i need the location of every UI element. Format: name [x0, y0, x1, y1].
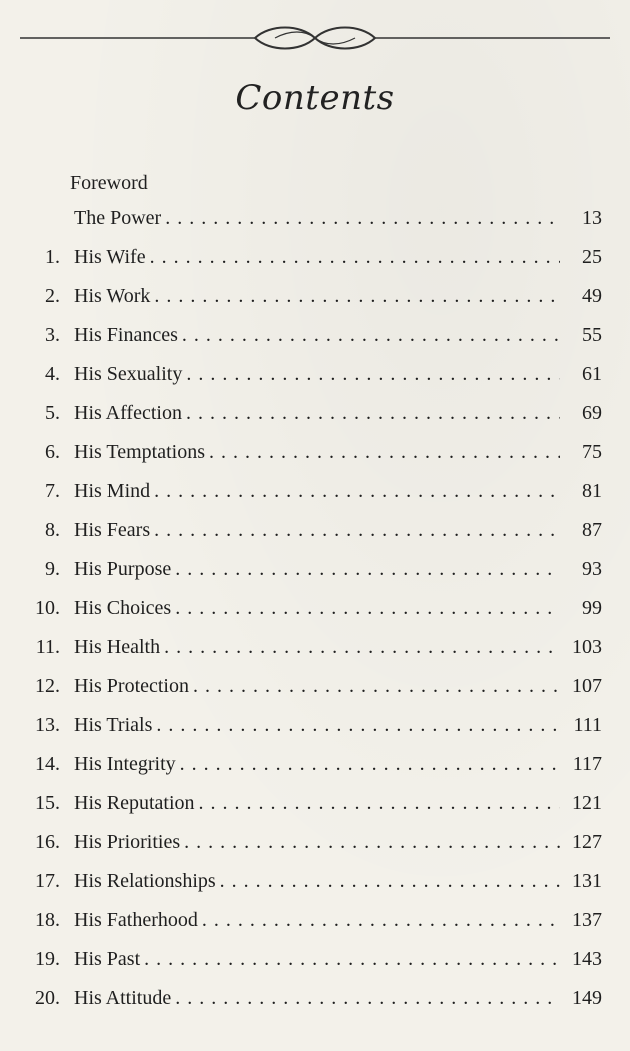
- dot-leader: [202, 901, 560, 940]
- dot-leader: [150, 238, 560, 277]
- entry-number: 11.: [35, 636, 60, 658]
- entry-page-number: 75: [582, 441, 602, 463]
- entry-number: 6.: [45, 441, 60, 463]
- entry-page-number: 137: [572, 909, 602, 931]
- toc-entry[interactable]: [0, 979, 630, 1018]
- toc-entry[interactable]: [0, 862, 630, 901]
- entry-page-number: 111: [573, 714, 602, 736]
- toc-entry[interactable]: [0, 940, 630, 979]
- dot-leader: [180, 745, 560, 784]
- entry-page-number: 107: [572, 675, 602, 697]
- toc-entry[interactable]: [0, 355, 630, 394]
- toc-entry[interactable]: [0, 316, 630, 355]
- entry-number: 1.: [45, 246, 60, 268]
- entry-page-number: 131: [572, 870, 602, 892]
- toc-entry[interactable]: [0, 823, 630, 862]
- dot-leader: [165, 199, 560, 238]
- dot-leader: [154, 511, 560, 550]
- entry-title: His Trials: [74, 714, 153, 736]
- toc-entry[interactable]: [0, 784, 630, 823]
- entry-page-number: 121: [572, 792, 602, 814]
- dot-leader: [182, 316, 560, 355]
- entry-number: 9.: [45, 558, 60, 580]
- entry-page-number: 49: [582, 285, 602, 307]
- entry-number: 4.: [45, 363, 60, 385]
- entry-title: His Wife: [74, 246, 146, 268]
- dot-leader: [199, 784, 560, 823]
- entry-page-number: 81: [582, 480, 602, 502]
- entry-title: His Purpose: [74, 558, 172, 580]
- entry-page-number: 25: [582, 246, 602, 268]
- entry-page-number: 117: [572, 753, 602, 775]
- entry-title: His Fears: [74, 519, 151, 541]
- toc-entry[interactable]: [0, 901, 630, 940]
- entry-title: His Past: [74, 948, 141, 970]
- entry-title: His Priorities: [74, 831, 181, 853]
- entry-title: His Mind: [74, 480, 151, 502]
- toc-entry[interactable]: [0, 511, 630, 550]
- entry-title: The Power: [74, 207, 162, 229]
- entry-title: His Sexuality: [74, 363, 183, 385]
- entry-number: 19.: [35, 948, 60, 970]
- dot-leader: [175, 589, 560, 628]
- dot-leader: [220, 862, 560, 901]
- table-of-contents: [0, 199, 630, 1018]
- entry-page-number: 61: [582, 363, 602, 385]
- dot-leader: [156, 706, 560, 745]
- dot-leader: [186, 394, 560, 433]
- entry-number: 16.: [35, 831, 60, 853]
- entry-page-number: 87: [582, 519, 602, 541]
- entry-title: His Integrity: [74, 753, 176, 775]
- entry-title: His Choices: [74, 597, 172, 619]
- entry-number: 7.: [45, 480, 60, 502]
- dot-leader: [193, 667, 560, 706]
- entry-page-number: 99: [582, 597, 602, 619]
- entry-title: His Work: [74, 285, 151, 307]
- entry-page-number: 103: [572, 636, 602, 658]
- toc-entry[interactable]: [0, 550, 630, 589]
- entry-title: His Temptations: [74, 441, 206, 463]
- entry-number: 15.: [35, 792, 60, 814]
- entry-title: His Affection: [74, 402, 182, 424]
- dot-leader: [184, 823, 560, 862]
- entry-number: 8.: [45, 519, 60, 541]
- entry-number: 17.: [35, 870, 60, 892]
- entry-page-number: 93: [582, 558, 602, 580]
- entry-number: 18.: [35, 909, 60, 931]
- toc-entry[interactable]: [0, 277, 630, 316]
- entry-page-number: 69: [582, 402, 602, 424]
- toc-entry[interactable]: [0, 628, 630, 667]
- entry-number: 14.: [35, 753, 60, 775]
- entry-page-number: 127: [572, 831, 602, 853]
- entry-number: 20.: [35, 987, 60, 1009]
- toc-entry[interactable]: [0, 394, 630, 433]
- toc-entry[interactable]: [0, 199, 630, 238]
- entry-page-number: 13: [582, 207, 602, 229]
- entry-page-number: 55: [582, 324, 602, 346]
- dot-leader: [186, 355, 560, 394]
- dot-leader: [154, 472, 560, 511]
- entry-number: 2.: [45, 285, 60, 307]
- entry-title: His Reputation: [74, 792, 195, 814]
- toc-entry[interactable]: [0, 667, 630, 706]
- toc-entry[interactable]: [0, 706, 630, 745]
- entry-number: 3.: [45, 324, 60, 346]
- entry-page-number: 149: [572, 987, 602, 1009]
- toc-entry[interactable]: [0, 589, 630, 628]
- entry-title: His Finances: [74, 324, 178, 346]
- toc-entry[interactable]: [0, 238, 630, 277]
- entry-title: His Relationships: [74, 870, 216, 892]
- dot-leader: [154, 277, 560, 316]
- flourish-ornament-icon: [20, 18, 610, 58]
- dot-leader: [209, 433, 560, 472]
- toc-entry[interactable]: [0, 745, 630, 784]
- page-title: Contents: [235, 78, 395, 118]
- entry-title: His Protection: [74, 675, 189, 697]
- dot-leader: [175, 550, 560, 589]
- entry-page-number: 143: [572, 948, 602, 970]
- entry-number: 5.: [45, 402, 60, 424]
- entry-title: His Fatherhood: [74, 909, 198, 931]
- entry-title: His Health: [74, 636, 161, 658]
- dot-leader: [144, 940, 560, 979]
- entry-number: 10.: [35, 597, 60, 619]
- entry-number: 13.: [35, 714, 60, 736]
- toc-entry[interactable]: [0, 433, 630, 472]
- dot-leader: [175, 979, 560, 1018]
- toc-entry[interactable]: [0, 472, 630, 511]
- entry-number: 12.: [35, 675, 60, 697]
- foreword-label: Foreword: [70, 172, 148, 194]
- dot-leader: [164, 628, 560, 667]
- entry-title: His Attitude: [74, 987, 172, 1009]
